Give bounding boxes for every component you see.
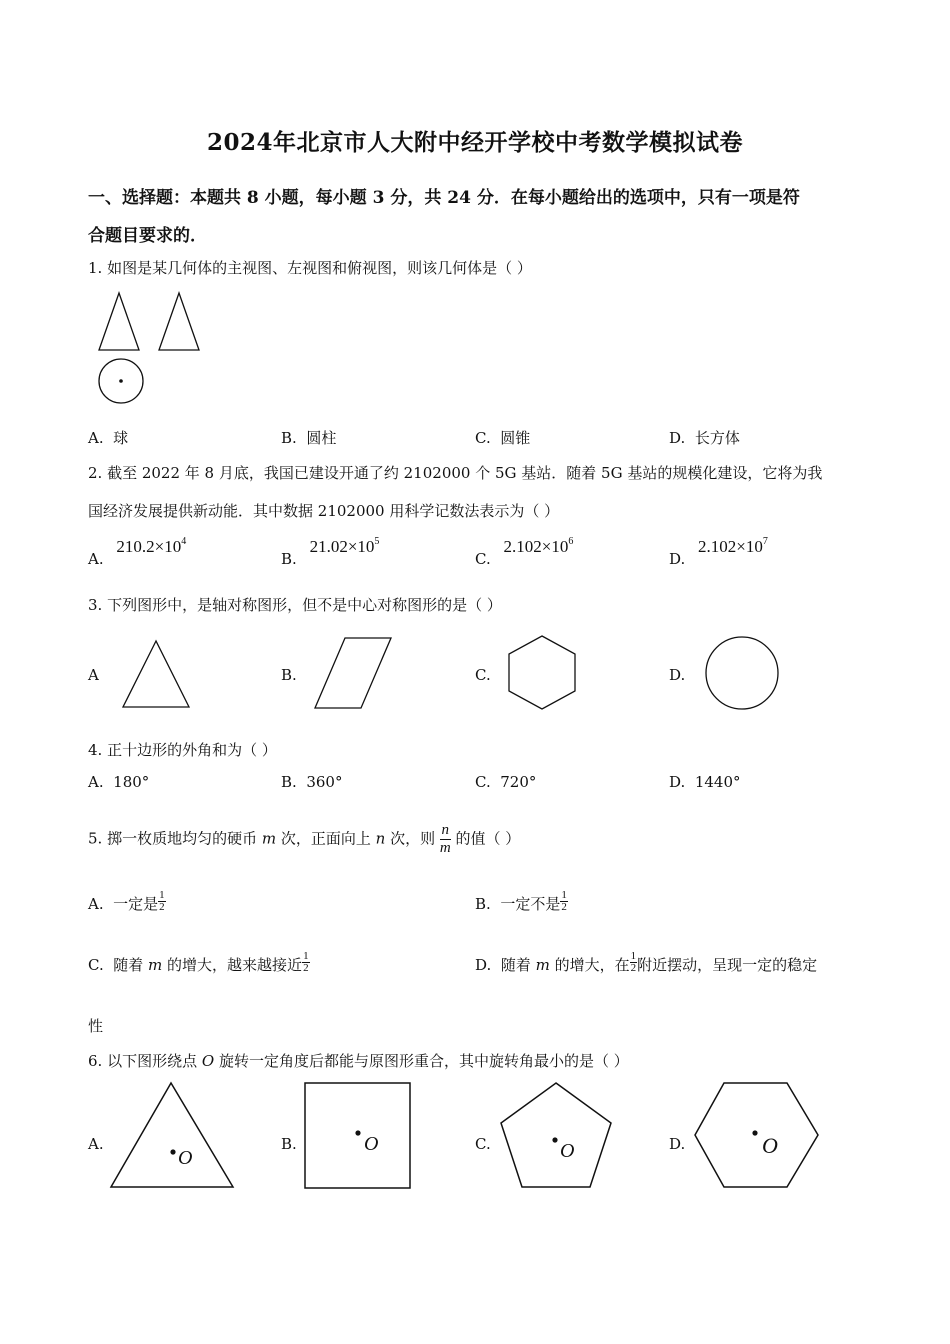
q5-fraction-n-over-m: $\frac{n}{m}$ xyxy=(439,822,451,856)
q3-parallelogram-figure xyxy=(313,636,395,710)
q6-pentagon-figure xyxy=(496,1080,616,1192)
q3-option-b-label[interactable]: B. xyxy=(281,666,297,684)
q5-option-c[interactable]: C. 随着 m 的增大，越来越接近 $\frac{1}{2}$ xyxy=(88,949,309,974)
q1-three-views-figure xyxy=(95,290,205,410)
point-o-dot xyxy=(552,1137,557,1142)
q5-option-a[interactable]: A. 一定是 $\frac{1}{2}$ xyxy=(88,888,165,913)
q6-triangle-figure xyxy=(108,1080,238,1192)
q6-option-d-label[interactable]: D. xyxy=(669,1135,686,1153)
section-heading-line2: 合题目要求的． xyxy=(88,226,207,246)
q1-option-a[interactable]: A. 球 xyxy=(88,429,129,447)
half-fraction: $\frac{1}{2}$ xyxy=(561,888,567,913)
q2-stem-line1: 2. 截至 2022 年 8 月底，我国已建设开通了约 2102000 个 5G 基站．随着 5G 基站的规模化建设，它将为我 xyxy=(88,464,823,482)
q6-stem: 6. 以下图形绕点 O 旋转一定角度后都能与原图形重合，其中旋转角最小的是（ ） xyxy=(88,1052,629,1070)
section-heading-line1: 一、选择题：本题共 8 小题，每小题 3 分，共 24 分．在每小题给出的选项中，只有一项是符 xyxy=(88,188,800,208)
q1-option-c[interactable]: C. 圆锥 xyxy=(475,429,531,447)
q3-option-d-label[interactable]: D. xyxy=(669,666,686,684)
q2-option-d[interactable]: D. $2.102\times 10^7$ xyxy=(669,536,768,568)
q5-option-d[interactable]: D. 随着 m 的增大，在 $\frac{1}{2}$ 附近摆动，呈现一定的稳定 xyxy=(475,949,818,974)
page-title: 2024年北京市人大附中经开学校中考数学模拟试卷 xyxy=(206,129,743,156)
top-view-center-dot xyxy=(119,379,123,383)
point-o-label: O xyxy=(364,1133,379,1155)
q1-option-d[interactable]: D. 长方体 xyxy=(669,429,740,447)
point-o-label: O xyxy=(762,1133,778,1158)
q6-hexagon-figure xyxy=(692,1080,822,1192)
side-view-triangle xyxy=(159,293,199,350)
q5-option-b[interactable]: B. 一定不是 $\frac{1}{2}$ xyxy=(475,888,567,913)
q4-stem: 4. 正十边形的外角和为（ ） xyxy=(88,741,277,759)
point-o-dot xyxy=(752,1130,757,1135)
q2-option-c[interactable]: C. $2.102\times 10^6$ xyxy=(475,536,574,568)
q1-option-b[interactable]: B. 圆柱 xyxy=(281,429,337,447)
q3-option-a-label[interactable]: A xyxy=(88,666,99,684)
front-view-triangle xyxy=(99,293,139,350)
q2-stem-line2: 国经济发展提供新动能．其中数据 2102000 用科学记数法表示为（ ） xyxy=(88,502,560,520)
half-fraction: $\frac{1}{2}$ xyxy=(303,949,309,974)
q3-circle-figure xyxy=(703,634,783,714)
q1-stem: 1. 如图是某几何体的主视图、左视图和俯视图，则该几何体是（ ） xyxy=(88,259,532,277)
q3-option-c-label[interactable]: C. xyxy=(475,666,491,684)
point-o-label: O xyxy=(560,1140,575,1162)
q4-option-d[interactable]: D. 1440° xyxy=(669,773,741,791)
q4-option-b[interactable]: B. 360° xyxy=(281,773,343,791)
q4-option-a[interactable]: A. 180° xyxy=(88,773,150,791)
q5-option-d-continued: 性 xyxy=(88,1017,104,1035)
q6-option-a-label[interactable]: A. xyxy=(88,1135,104,1153)
q5-stem: 5. 掷一枚质地均匀的硬币 m 次，正面向上 n 次，则 $\frac{n}{m}$ 的值（ ） xyxy=(88,822,521,856)
q3-stem: 3. 下列图形中，是轴对称图形，但不是中心对称图形的是（ ） xyxy=(88,596,502,614)
q6-option-c-label[interactable]: C. xyxy=(475,1135,491,1153)
point-o-dot xyxy=(355,1130,360,1135)
q6-option-b-label[interactable]: B. xyxy=(281,1135,297,1153)
q3-triangle-figure xyxy=(120,638,192,710)
q2-option-b[interactable]: B. $21.02\times 10^5$ xyxy=(281,536,380,568)
q6-square-figure xyxy=(302,1080,414,1192)
half-fraction: $\frac{1}{2}$ xyxy=(159,888,165,913)
point-o-dot xyxy=(170,1149,175,1154)
q4-option-c[interactable]: C. 720° xyxy=(475,773,537,791)
point-o-label: O xyxy=(178,1147,193,1169)
half-fraction: $\frac{1}{2}$ xyxy=(630,949,637,974)
q2-option-a[interactable]: A. $210.2\times 10^4$ xyxy=(88,536,187,568)
q3-hexagon-figure xyxy=(506,634,580,712)
